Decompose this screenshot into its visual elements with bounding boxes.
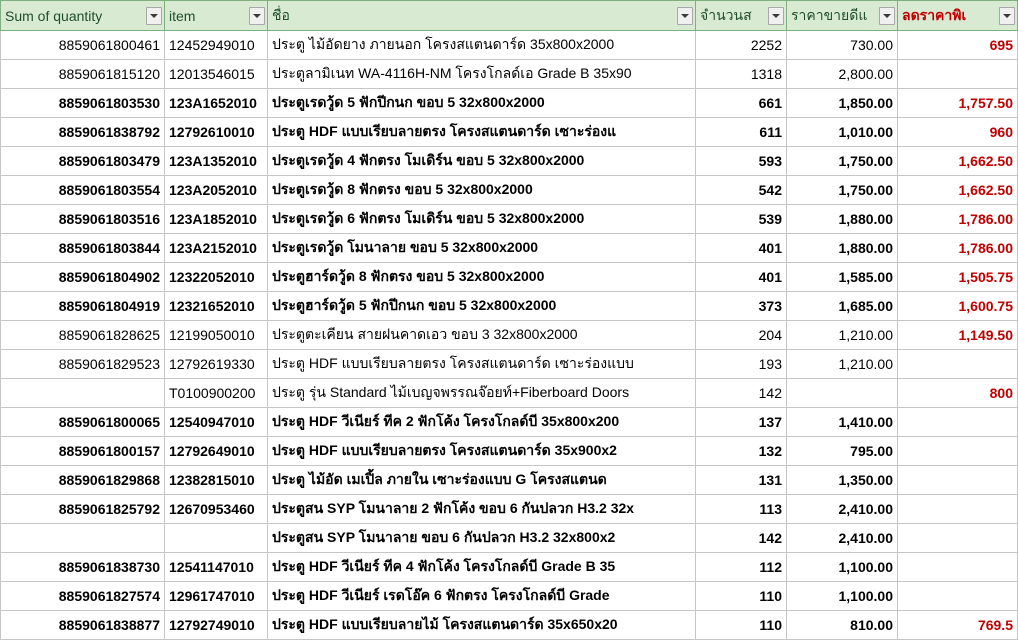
- cell-discount[interactable]: 960: [898, 118, 1018, 147]
- cell-name[interactable]: ประตูเรดวู้ด 5 ฟักปีกนก ขอบ 5 32x800x2000: [268, 89, 696, 118]
- cell-sum-of-quantity[interactable]: [1, 379, 165, 408]
- cell-name[interactable]: ประตู HDF แบบเรียบลายตรง โครงสแตนดาร์ด เซาะร่องแ: [268, 118, 696, 147]
- table-row[interactable]: [1, 321, 1018, 350]
- column-header-item[interactable]: [165, 1, 268, 31]
- cell-name[interactable]: ประตู รุ่น Standard ไม้เบญจพรรณจ๊อยท์+Fiberboard Doors: [268, 379, 696, 408]
- cell-price[interactable]: [787, 379, 898, 408]
- table-row[interactable]: [1, 582, 1018, 611]
- cell-discount[interactable]: [898, 350, 1018, 379]
- cell-item[interactable]: T0100900200: [165, 379, 268, 408]
- table-row[interactable]: [1, 89, 1018, 118]
- filter-dropdown-icon[interactable]: [768, 7, 784, 25]
- cell-sum-of-quantity[interactable]: 8859061838730: [1, 553, 165, 582]
- column-header-label: ชื่อ: [272, 6, 290, 23]
- cell-name[interactable]: ประตูตะเคียน สายฝนคาดเอว ขอบ 3 32x800x2000: [268, 321, 696, 350]
- cell-item[interactable]: 12540947010: [165, 408, 268, 437]
- cell-name[interactable]: ประตูฮาร์ดวู้ด 5 ฟักปีกนก ขอบ 5 32x800x2000: [268, 292, 696, 321]
- cell-price[interactable]: 2,800.00: [787, 60, 898, 89]
- cell-qty[interactable]: 373: [696, 292, 787, 321]
- cell-price[interactable]: 1,685.00: [787, 292, 898, 321]
- cell-sum-of-quantity[interactable]: 8859061800065: [1, 408, 165, 437]
- cell-qty[interactable]: 542: [696, 176, 787, 205]
- cell-sum-of-quantity[interactable]: 8859061800157: [1, 437, 165, 466]
- cell-name[interactable]: ประตูสน SYP โมนาลาย 2 ฟักโค้ง ขอบ 6 กันปลวก H3.2 32x: [268, 495, 696, 524]
- cell-item[interactable]: 123A1852010: [165, 205, 268, 234]
- table-row[interactable]: [1, 31, 1018, 60]
- table-row[interactable]: [1, 118, 1018, 147]
- cell-price[interactable]: 1,100.00: [787, 582, 898, 611]
- cell-item[interactable]: 12382815010: [165, 466, 268, 495]
- table-row[interactable]: [1, 205, 1018, 234]
- cell-item[interactable]: 12199050010: [165, 321, 268, 350]
- cell-sum-of-quantity[interactable]: [1, 524, 165, 553]
- cell-price[interactable]: 795.00: [787, 437, 898, 466]
- column-header-label: จำนวนส: [700, 6, 752, 23]
- cell-qty[interactable]: 401: [696, 263, 787, 292]
- column-header-price[interactable]: [787, 1, 898, 31]
- cell-item[interactable]: 12452949010: [165, 31, 268, 60]
- cell-price[interactable]: 1,100.00: [787, 553, 898, 582]
- table-row[interactable]: [1, 466, 1018, 495]
- cell-item[interactable]: 123A1652010: [165, 89, 268, 118]
- column-header-discount[interactable]: [898, 1, 1018, 31]
- cell-price[interactable]: 1,880.00: [787, 205, 898, 234]
- cell-qty[interactable]: 110: [696, 582, 787, 611]
- cell-discount[interactable]: 1,757.50: [898, 89, 1018, 118]
- cell-name[interactable]: ประตู HDF วีเนียร์ ทีค 4 ฟักโค้ง โครงโกลด์บี Grade B 35: [268, 553, 696, 582]
- cell-discount[interactable]: 769.5: [898, 611, 1018, 640]
- cell-item[interactable]: 12013546015: [165, 60, 268, 89]
- column-header-label: item: [169, 7, 196, 24]
- cell-discount[interactable]: 1,662.50: [898, 147, 1018, 176]
- cell-item[interactable]: 12961747010: [165, 582, 268, 611]
- cell-item[interactable]: 12322052010: [165, 263, 268, 292]
- cell-item[interactable]: [165, 524, 268, 553]
- cell-sum-of-quantity[interactable]: 8859061803844: [1, 234, 165, 263]
- filter-dropdown-icon[interactable]: [146, 7, 162, 25]
- cell-discount[interactable]: 1,786.00: [898, 205, 1018, 234]
- cell-discount[interactable]: 695: [898, 31, 1018, 60]
- cell-name[interactable]: ประตู HDF แบบเรียบลายตรง โครงสแตนดาร์ด 35x900x2: [268, 437, 696, 466]
- table-row[interactable]: [1, 60, 1018, 89]
- table-row[interactable]: [1, 524, 1018, 553]
- cell-name[interactable]: ประตูฮาร์ดวู้ด 8 ฟักตรง ขอบ 5 32x800x2000: [268, 263, 696, 292]
- cell-discount[interactable]: [898, 437, 1018, 466]
- table-row[interactable]: [1, 408, 1018, 437]
- cell-item[interactable]: 123A2052010: [165, 176, 268, 205]
- cell-sum-of-quantity[interactable]: 8859061838792: [1, 118, 165, 147]
- cell-discount[interactable]: 1,600.75: [898, 292, 1018, 321]
- cell-item[interactable]: 12321652010: [165, 292, 268, 321]
- filter-dropdown-icon[interactable]: [677, 7, 693, 25]
- cell-name[interactable]: ประตูเรดวู้ด 8 ฟักตรง ขอบ 5 32x800x2000: [268, 176, 696, 205]
- cell-sum-of-quantity[interactable]: 8859061829868: [1, 466, 165, 495]
- cell-discount[interactable]: 1,662.50: [898, 176, 1018, 205]
- cell-qty[interactable]: 401: [696, 234, 787, 263]
- table-row[interactable]: [1, 495, 1018, 524]
- cell-qty[interactable]: 204: [696, 321, 787, 350]
- cell-qty[interactable]: 593: [696, 147, 787, 176]
- cell-discount[interactable]: [898, 466, 1018, 495]
- cell-discount[interactable]: [898, 582, 1018, 611]
- cell-item[interactable]: 123A2152010: [165, 234, 268, 263]
- cell-discount[interactable]: [898, 408, 1018, 437]
- cell-price[interactable]: 1,410.00: [787, 408, 898, 437]
- cell-qty[interactable]: 193: [696, 350, 787, 379]
- cell-name[interactable]: ประตูลามิเนท WA-4116H-NM โครงโกลด์เอ Grade B 35x90: [268, 60, 696, 89]
- cell-qty[interactable]: 611: [696, 118, 787, 147]
- cell-name[interactable]: ประตู HDF วีเนียร์ เรดโอ๊ค 6 ฟักตรง โครงโกลด์บี Grade: [268, 582, 696, 611]
- table-row[interactable]: [1, 379, 1018, 408]
- cell-price[interactable]: 730.00: [787, 31, 898, 60]
- cell-sum-of-quantity[interactable]: 8859061827574: [1, 582, 165, 611]
- table-row[interactable]: [1, 147, 1018, 176]
- cell-qty[interactable]: 539: [696, 205, 787, 234]
- cell-price[interactable]: 1,750.00: [787, 147, 898, 176]
- cell-sum-of-quantity[interactable]: 8859061815120: [1, 60, 165, 89]
- column-header-label: ลดราคาพิเ: [902, 6, 967, 23]
- table-header-row: [1, 1, 1018, 31]
- column-header-label: Sum of quantity: [5, 7, 103, 24]
- table-row[interactable]: [1, 553, 1018, 582]
- cell-discount[interactable]: [898, 553, 1018, 582]
- cell-price[interactable]: 1,210.00: [787, 350, 898, 379]
- cell-name[interactable]: ประตู HDF แบบเรียบลายตรง โครงสแตนดาร์ด เซาะร่องแบบ: [268, 350, 696, 379]
- cell-price[interactable]: 2,410.00: [787, 524, 898, 553]
- cell-item[interactable]: 12792619330: [165, 350, 268, 379]
- table-row[interactable]: [1, 176, 1018, 205]
- cell-item[interactable]: 12541147010: [165, 553, 268, 582]
- cell-qty[interactable]: 132: [696, 437, 787, 466]
- cell-discount[interactable]: 1,505.75: [898, 263, 1018, 292]
- table-row[interactable]: [1, 263, 1018, 292]
- cell-qty[interactable]: 2252: [696, 31, 787, 60]
- cell-sum-of-quantity[interactable]: 8859061828625: [1, 321, 165, 350]
- column-header-sum-of-quantity[interactable]: [1, 1, 165, 31]
- table-row[interactable]: [1, 292, 1018, 321]
- table-body: [1, 31, 1018, 640]
- cell-sum-of-quantity[interactable]: 8859061803479: [1, 147, 165, 176]
- cell-item[interactable]: 12792610010: [165, 118, 268, 147]
- cell-qty[interactable]: 142: [696, 524, 787, 553]
- column-header-qty[interactable]: [696, 1, 787, 31]
- cell-qty[interactable]: 1318: [696, 60, 787, 89]
- cell-sum-of-quantity[interactable]: 8859061803530: [1, 89, 165, 118]
- filter-dropdown-icon[interactable]: [999, 7, 1015, 25]
- cell-name[interactable]: ประตู ไม้อัด เมเปิ้ล ภายใน เซาะร่องแบบ G โครงสแตนด: [268, 466, 696, 495]
- cell-item[interactable]: 12670953460: [165, 495, 268, 524]
- cell-sum-of-quantity[interactable]: 8859061803516: [1, 205, 165, 234]
- table-row[interactable]: [1, 234, 1018, 263]
- cell-name[interactable]: ประตู HDF วีเนียร์ ทีค 2 ฟักโค้ง โครงโกลด์บี 35x800x200: [268, 408, 696, 437]
- filter-dropdown-icon[interactable]: [879, 7, 895, 25]
- cell-name[interactable]: ประตูเรดวู้ด 6 ฟักตรง โมเดิร์น ขอบ 5 32x800x2000: [268, 205, 696, 234]
- column-header-name[interactable]: [268, 1, 696, 31]
- cell-name[interactable]: ประตูเรดวู้ด โมนาลาย ขอบ 5 32x800x2000: [268, 234, 696, 263]
- cell-discount[interactable]: [898, 524, 1018, 553]
- cell-price[interactable]: 810.00: [787, 611, 898, 640]
- cell-sum-of-quantity[interactable]: 8859061804919: [1, 292, 165, 321]
- cell-name[interactable]: ประตูเรดวู้ด 4 ฟักตรง โมเดิร์น ขอบ 5 32x800x2000: [268, 147, 696, 176]
- cell-discount[interactable]: 800: [898, 379, 1018, 408]
- cell-qty[interactable]: 112: [696, 553, 787, 582]
- column-header-label: ราคาขายดีแ: [791, 6, 868, 23]
- cell-sum-of-quantity[interactable]: 8859061803554: [1, 176, 165, 205]
- cell-item[interactable]: 12792649010: [165, 437, 268, 466]
- cell-sum-of-quantity[interactable]: 8859061825792: [1, 495, 165, 524]
- cell-qty[interactable]: 142: [696, 379, 787, 408]
- cell-item[interactable]: 123A1352010: [165, 147, 268, 176]
- cell-price[interactable]: 1,010.00: [787, 118, 898, 147]
- cell-qty[interactable]: 131: [696, 466, 787, 495]
- cell-sum-of-quantity[interactable]: 8859061829523: [1, 350, 165, 379]
- cell-item[interactable]: 12792749010: [165, 611, 268, 640]
- table-row[interactable]: [1, 437, 1018, 466]
- cell-discount[interactable]: 1,149.50: [898, 321, 1018, 350]
- cell-price[interactable]: 1,350.00: [787, 466, 898, 495]
- cell-name[interactable]: ประตูสน SYP โมนาลาย ขอบ 6 กันปลวก H3.2 32x800x2: [268, 524, 696, 553]
- cell-price[interactable]: 1,880.00: [787, 234, 898, 263]
- cell-sum-of-quantity[interactable]: 8859061838877: [1, 611, 165, 640]
- cell-qty[interactable]: 113: [696, 495, 787, 524]
- cell-price[interactable]: 1,585.00: [787, 263, 898, 292]
- cell-price[interactable]: 1,850.00: [787, 89, 898, 118]
- cell-sum-of-quantity[interactable]: 8859061800461: [1, 31, 165, 60]
- table-row[interactable]: [1, 350, 1018, 379]
- cell-qty[interactable]: 110: [696, 611, 787, 640]
- cell-sum-of-quantity[interactable]: 8859061804902: [1, 263, 165, 292]
- cell-qty[interactable]: 661: [696, 89, 787, 118]
- cell-discount[interactable]: [898, 60, 1018, 89]
- cell-name[interactable]: ประตู HDF แบบเรียบลายไม้ โครงสแตนดาร์ด 35x650x20: [268, 611, 696, 640]
- filter-dropdown-icon[interactable]: [249, 7, 265, 25]
- table-row[interactable]: [1, 611, 1018, 640]
- cell-price[interactable]: 2,410.00: [787, 495, 898, 524]
- cell-discount[interactable]: 1,786.00: [898, 234, 1018, 263]
- cell-price[interactable]: 1,750.00: [787, 176, 898, 205]
- cell-price[interactable]: 1,210.00: [787, 321, 898, 350]
- cell-qty[interactable]: 137: [696, 408, 787, 437]
- cell-discount[interactable]: [898, 495, 1018, 524]
- cell-name[interactable]: ประตู ไม้อัดยาง ภายนอก โครงสแตนดาร์ด 35x800x2000: [268, 31, 696, 60]
